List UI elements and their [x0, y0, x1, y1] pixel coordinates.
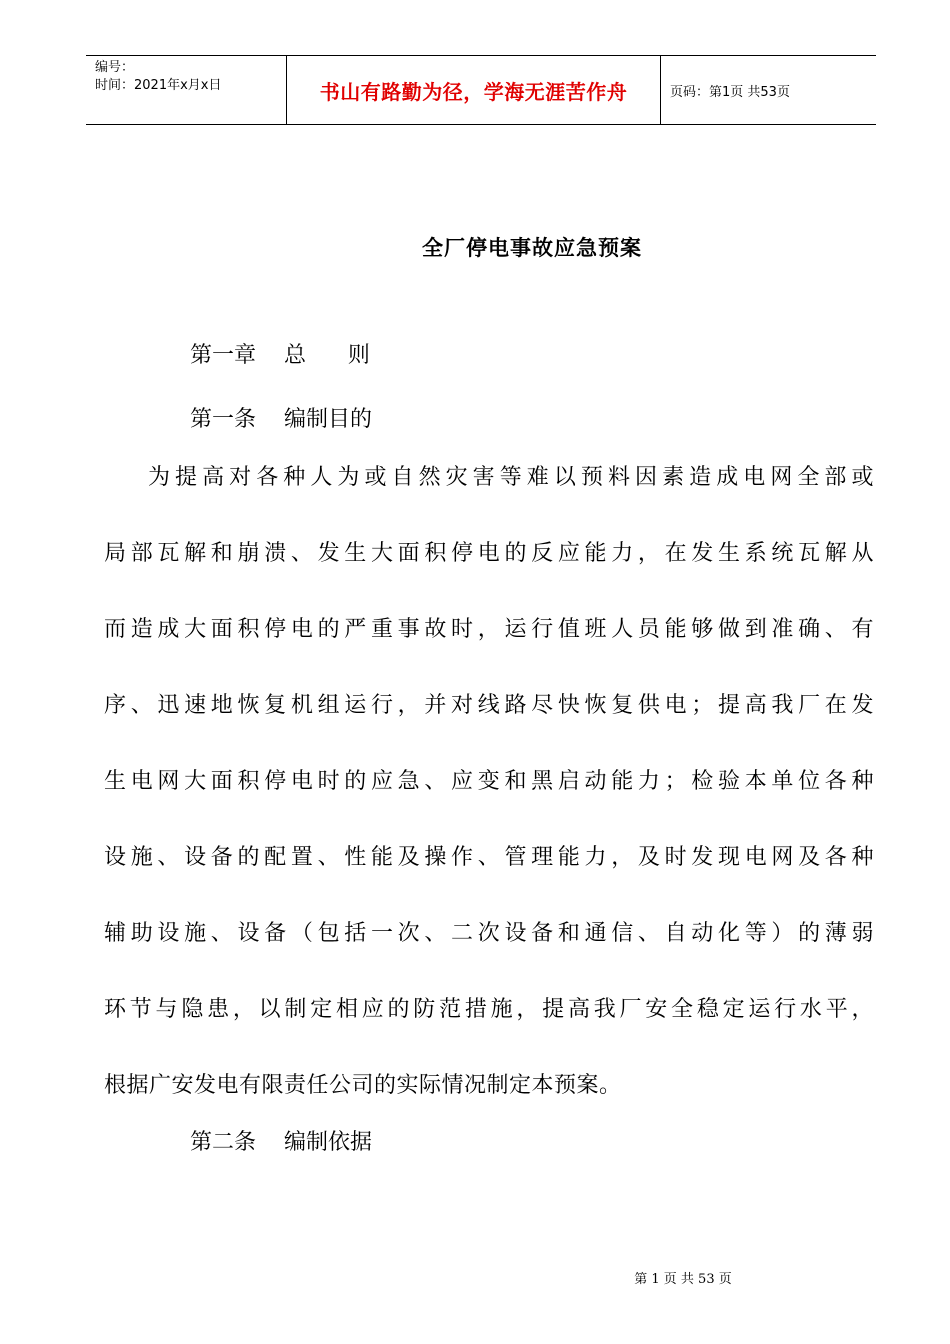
paragraph-line: 局部瓦解和崩溃、发生大面积停电的反应能力，在发生系统瓦解从	[104, 541, 874, 566]
paragraph-line: 根据广安发电有限责任公司的实际情况制定本预案。	[104, 1073, 622, 1098]
paragraph-line: 环节与隐患，以制定相应的防范措施，提高我厂安全稳定运行水平，	[104, 997, 874, 1022]
paragraph-line: 生电网大面积停电时的应急、应变和黑启动能力；检验本单位各种	[104, 769, 874, 794]
header-date-label: 时间：2021年x月x日	[95, 78, 222, 93]
article-2-heading: 第二条 编制依据	[190, 1130, 372, 1155]
paragraph-line: 而造成大面积停电的严重事故时，运行值班人员能够做到准确、有	[104, 617, 874, 642]
chapter-heading: 第一章 总 则	[190, 343, 370, 368]
header-motto-cell	[287, 56, 661, 124]
header-motto: 书山有路勤为径，学海无涯苦作舟	[319, 79, 628, 104]
header-page-info: 页码：第1页 共53页	[670, 84, 790, 100]
document-title: 全厂停电事故应急预案	[422, 236, 642, 260]
paragraph-line: 序、迅速地恢复机组运行，并对线路尽快恢复供电；提高我厂在发	[104, 693, 874, 718]
paragraph-line: 辅助设施、设备（包括一次、二次设备和通信、自动化等）的薄弱	[104, 921, 874, 946]
paragraph-line: 设施、设备的配置、性能及操作、管理能力，及时发现电网及各种	[104, 845, 874, 870]
header-page-cell	[661, 56, 876, 124]
paragraph-line: 为提高对各种人为或自然灾害等难以预料因素造成电网全部或	[148, 465, 874, 490]
article-1-paragraph	[104, 463, 874, 1147]
page-footer: 第 1 页 共 53 页	[634, 1272, 732, 1287]
page-header	[86, 55, 876, 125]
header-meta-cell	[86, 56, 287, 124]
header-number-label: 编号：	[95, 60, 135, 75]
article-1-heading: 第一条 编制目的	[190, 407, 372, 432]
